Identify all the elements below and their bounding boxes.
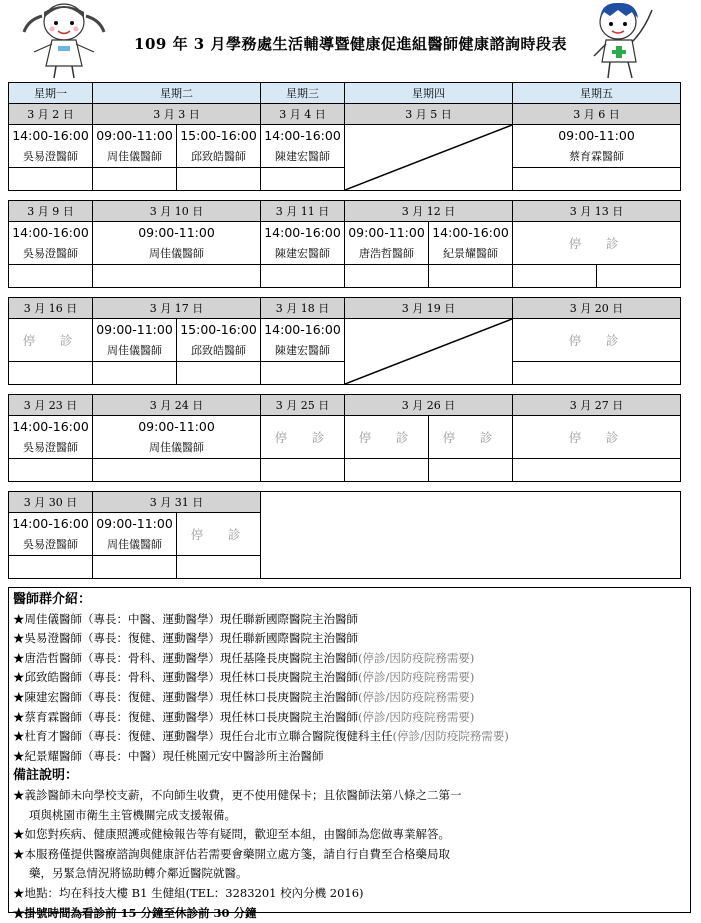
- blank-cell: [9, 459, 93, 482]
- clinic-closed-label: 停 診: [429, 416, 513, 459]
- date-cell: 3 月 27 日: [513, 395, 681, 416]
- clinic-closed-label: 停 診: [345, 416, 429, 459]
- doctor-name: 吳易澄醫師: [9, 242, 93, 265]
- blank-cell: [513, 362, 681, 385]
- blank-cell: [93, 362, 177, 385]
- blank-cell: [429, 459, 513, 482]
- blank-cell: [93, 265, 261, 288]
- blank-cell: [261, 459, 345, 482]
- doctors-heading: 醫師群介紹：: [13, 590, 686, 610]
- doctor-name: 唐浩哲醫師: [345, 242, 429, 265]
- doctor-intro-item: ★蔡育霖醫師（專長：復健、運動醫學）現任林口長庚醫院主治醫師(停診/因防疫院務需要): [13, 708, 686, 728]
- blank-cell: [513, 459, 681, 482]
- doctor-intro-item: ★邱致皓醫師（專長：骨科、運動醫學）現任林口長庚醫院主治醫師(停診/因防疫院務需要): [13, 668, 686, 688]
- time-slot: 15:00-16:00: [177, 319, 261, 340]
- week1-time-row: [9, 125, 681, 146]
- blank-cell: [513, 265, 597, 288]
- diagonal-slash: [345, 125, 512, 190]
- empty-area: [261, 492, 681, 579]
- doctor-name: 邱致皓醫師: [177, 145, 261, 168]
- blank-cell: [93, 168, 177, 191]
- doctor-name: 周佳儀醫師: [93, 242, 261, 265]
- blank-cell: [429, 265, 513, 288]
- diagonal-slash: [345, 319, 512, 384]
- doctor-name: 周佳儀醫師: [93, 339, 177, 362]
- clinic-closed-label: 停 診: [513, 416, 681, 459]
- date-cell: 3 月 30 日: [9, 492, 93, 513]
- date-cell: 3 月 4 日: [261, 104, 345, 125]
- date-cell: 3 月 25 日: [261, 395, 345, 416]
- blank-cell: [9, 362, 93, 385]
- time-slot: 14:00-16:00: [429, 222, 513, 243]
- gap-cell: [9, 288, 681, 298]
- clinic-closed-label: 停 診: [177, 513, 261, 556]
- row-gap: [9, 482, 681, 492]
- date-cell: 3 月 23 日: [9, 395, 93, 416]
- no-clinic-slash-cell: [345, 125, 513, 191]
- date-cell: 3 月 19 日: [345, 298, 513, 319]
- gap-cell: [9, 482, 681, 492]
- doctor-name: 陳建宏醫師: [261, 145, 345, 168]
- date-cell: 3 月 20 日: [513, 298, 681, 319]
- week4-time-row: [9, 416, 681, 437]
- time-slot: 09:00-11:00: [93, 513, 177, 534]
- time-slot: 09:00-11:00: [93, 125, 177, 146]
- clinic-closed-label: 停 診: [261, 416, 345, 459]
- date-cell: 3 月 5 日: [345, 104, 513, 125]
- time-slot: 15:00-16:00: [177, 125, 261, 146]
- notes-section: [8, 587, 691, 913]
- doctor-name: 周佳儀醫師: [93, 436, 261, 459]
- blank-cell: [9, 265, 93, 288]
- remark-item: ★如您對疾病、健康照護或健檢報告等有疑問，歡迎至本組，由醫師為您做專業解答。: [13, 825, 686, 845]
- date-cell: 3 月 16 日: [9, 298, 93, 319]
- blank-cell: [9, 556, 93, 579]
- blank-cell: [513, 168, 681, 191]
- time-slot: 14:00-16:00: [261, 125, 345, 146]
- weekday-fri: 星期五: [513, 83, 681, 104]
- remark-item-continued: 藥，另緊急情況將協助轉介鄰近醫院就醫。: [13, 864, 686, 884]
- clinic-closed-label: 停 診: [513, 222, 681, 265]
- week2-time-row: [9, 222, 681, 243]
- date-cell: 3 月 9 日: [9, 201, 93, 222]
- date-cell: 3 月 2 日: [9, 104, 93, 125]
- page-header: [0, 0, 701, 82]
- time-slot: 14:00-16:00: [261, 319, 345, 340]
- time-slot: 14:00-16:00: [9, 222, 93, 243]
- date-cell: 3 月 3 日: [93, 104, 261, 125]
- gap-cell: [9, 385, 681, 395]
- week3-time-row: [9, 319, 681, 340]
- doctor-intro-item: ★紀景耀醫師（專長：中醫）現任桃園元安中醫診所主治醫師: [13, 747, 686, 767]
- doctor-intro-item: ★周佳儀醫師（專長：中醫、運動醫學）現任聯新國際醫院主治醫師: [13, 610, 686, 630]
- time-slot: 09:00-11:00: [93, 222, 261, 243]
- remark-item: ★地點：均在科技大樓 B1 生健組(TEL：3283201 校內分機 2016): [13, 884, 686, 904]
- blank-cell: [345, 265, 429, 288]
- time-slot: 14:00-16:00: [9, 416, 93, 437]
- row-gap: [9, 191, 681, 201]
- row-gap: [9, 288, 681, 298]
- schedule-table: [8, 82, 681, 579]
- clinic-closed-label: 停 診: [513, 319, 681, 362]
- week1-date-row: [9, 104, 681, 125]
- weekday-header-row: [9, 83, 681, 104]
- page-title: 109 年 3 月學務處生活輔導暨健康促進組醫師健康諮詢時段表: [0, 33, 701, 54]
- date-cell: 3 月 6 日: [513, 104, 681, 125]
- blank-cell: [93, 556, 177, 579]
- time-slot: 09:00-11:00: [513, 125, 681, 146]
- week4-blank-row: [9, 459, 681, 482]
- time-slot: 14:00-16:00: [9, 513, 93, 534]
- remark-item: ★本服務僅提供醫療諮詢與健康評估若需要會藥開立處方箋，請自行自費至合格藥局取: [13, 845, 686, 865]
- week5-date-row: [9, 492, 681, 513]
- doctor-name: 吳易澄醫師: [9, 533, 93, 556]
- remark-item: ★掛號時間為看診前 15 分鐘至休診前 30 分鐘: [13, 904, 686, 923]
- no-clinic-slash-cell: [345, 319, 513, 385]
- doctor-name: 吳易澄醫師: [9, 436, 93, 459]
- remarks-heading: 備註說明：: [13, 766, 686, 786]
- remark-item-continued: 項與桃園市衛生主管機關完成支援報備。: [13, 806, 686, 826]
- doctor-name: 陳建宏醫師: [261, 339, 345, 362]
- weekday-tue: 星期二: [93, 83, 261, 104]
- doctor-name: 蔡育霖醫師: [513, 145, 681, 168]
- blank-cell: [93, 459, 261, 482]
- blank-cell: [261, 168, 345, 191]
- blank-cell: [261, 265, 345, 288]
- doctor-name: 紀景耀醫師: [429, 242, 513, 265]
- clinic-closed-label: 停 診: [9, 319, 93, 362]
- time-slot: 14:00-16:00: [9, 125, 93, 146]
- time-slot: 14:00-16:00: [261, 222, 345, 243]
- doctor-name: 周佳儀醫師: [93, 533, 177, 556]
- blank-cell: [177, 556, 261, 579]
- remark-item: ★義診醫師未向學校支薪，不向師生收費，更不使用健保卡；且依醫師法第八條之二第一: [13, 786, 686, 806]
- date-cell: 3 月 12 日: [345, 201, 513, 222]
- time-slot: 09:00-11:00: [93, 416, 261, 437]
- weekday-mon: 星期一: [9, 83, 93, 104]
- doctor-name: 吳易澄醫師: [9, 145, 93, 168]
- date-cell: 3 月 24 日: [93, 395, 261, 416]
- blank-cell: [345, 459, 429, 482]
- gap-cell: [9, 191, 681, 201]
- week2-blank-row: [9, 265, 681, 288]
- doctor-intro-item: ★吳易澄醫師（專長：復健、運動醫學）現任聯新國際醫院主治醫師: [13, 629, 686, 649]
- time-slot: 09:00-11:00: [345, 222, 429, 243]
- blank-cell: [261, 362, 345, 385]
- date-cell: 3 月 18 日: [261, 298, 345, 319]
- date-cell: 3 月 26 日: [345, 395, 513, 416]
- date-cell: 3 月 10 日: [93, 201, 261, 222]
- date-cell: 3 月 11 日: [261, 201, 345, 222]
- doctor-name: 周佳儀醫師: [93, 145, 177, 168]
- blank-cell: [177, 168, 261, 191]
- weekday-thu: 星期四: [345, 83, 513, 104]
- row-gap: [9, 385, 681, 395]
- date-cell: 3 月 13 日: [513, 201, 681, 222]
- time-slot: 09:00-11:00: [93, 319, 177, 340]
- blank-cell: [177, 362, 261, 385]
- doctor-intro-item: ★杜育才醫師（專長：復健、運動醫學）現任台北市立聯合醫院復健科主任(停診/因防疫院務需要): [13, 727, 686, 747]
- doctor-name: 邱致皓醫師: [177, 339, 261, 362]
- date-cell: 3 月 31 日: [93, 492, 261, 513]
- doctor-intro-item: ★陳建宏醫師（專長：復健、運動醫學）現任林口長庚醫院主治醫師(停診/因防疫院務需要): [13, 688, 686, 708]
- blank-cell: [597, 265, 681, 288]
- doctor-name: 陳建宏醫師: [261, 242, 345, 265]
- weekday-wed: 星期三: [261, 83, 345, 104]
- week4-date-row: [9, 395, 681, 416]
- date-cell: 3 月 17 日: [93, 298, 261, 319]
- week3-date-row: [9, 298, 681, 319]
- week2-date-row: [9, 201, 681, 222]
- blank-cell: [9, 168, 93, 191]
- doctor-intro-item: ★唐浩哲醫師（專長：骨科、運動醫學）現任基隆長庚醫院主治醫師(停診/因防疫院務需要): [13, 649, 686, 669]
